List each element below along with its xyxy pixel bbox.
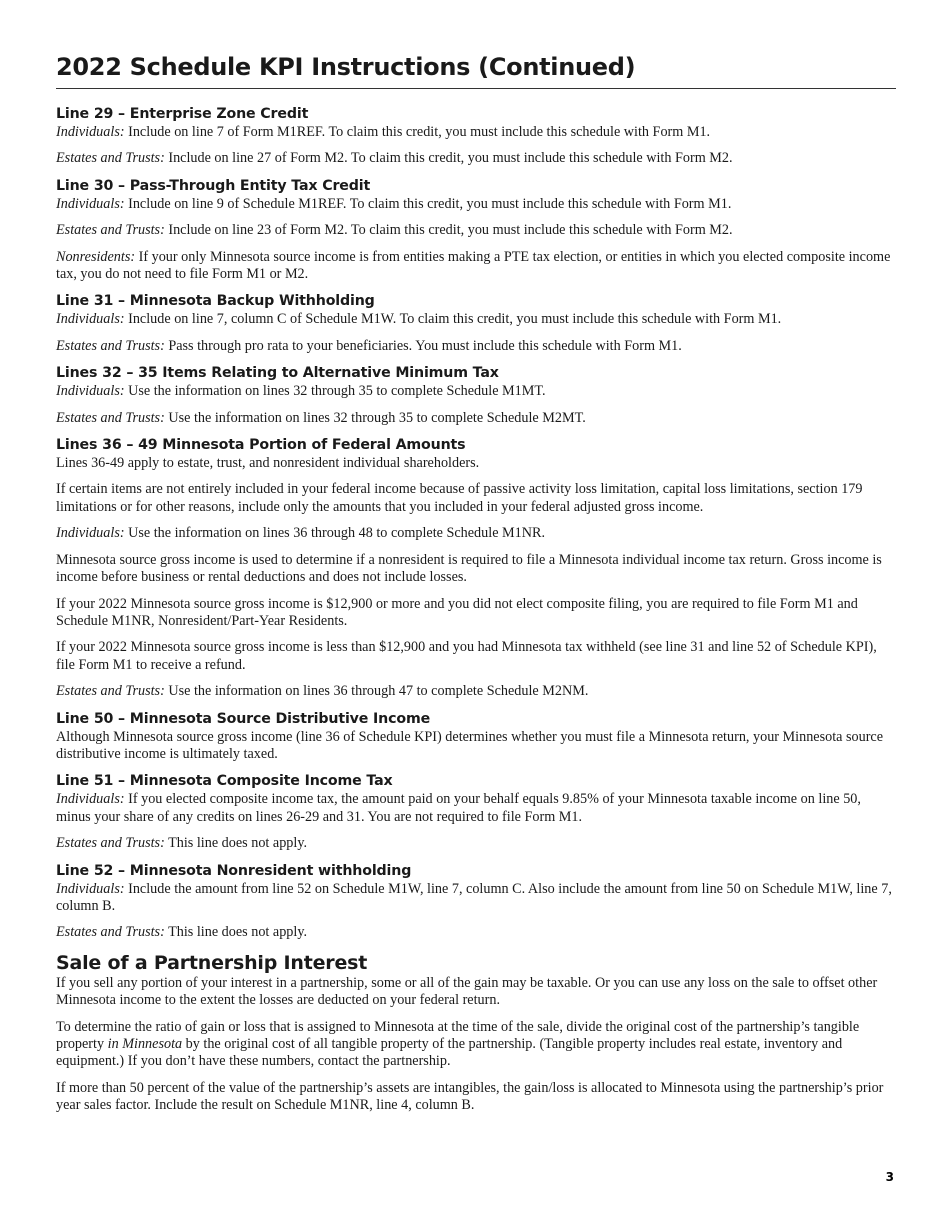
paragraph: Estates and Trusts: Use the information on lines 32 through 35 to complete Schedule M2MT. <box>56 409 586 426</box>
paragraph: Lines 36-49 apply to estate, trust, and nonresident individual shareholders. <box>56 455 480 472</box>
section-heading: Lines 32 – 35 Items Relating to Alternative Minimum Tax <box>56 365 499 382</box>
paragraph: Individuals: Include on line 7 of Form M1REF. To claim this credit, you must include this schedule with Form M1. <box>56 124 711 140</box>
section-sale-of-partnership-interest <box>56 951 896 1115</box>
section-heading: Line 31 – Minnesota Backup Withholding <box>56 293 375 310</box>
section-heading: Line 30 – Pass-Through Entity Tax Credit <box>56 177 371 194</box>
paragraph: If you sell any portion of your interest in a partnership, some or all of the gain may be taxable. Or you can use any loss on the sale to offset other Minnesota income to the extent the losses are deducted on your federal return. <box>56 974 878 1009</box>
section-heading: Line 29 – Enterprise Zone Credit <box>56 106 309 122</box>
paragraph: If more than 50 percent of the value of the partnership’s assets are intangibles, the gain/loss is allocated to Minnesota using the partnership’s prior year sales factor. Include the result on Schedule M1NR, line 4, column B. <box>56 1079 884 1114</box>
paragraph: Estates and Trusts: Include on line 23 of Form M2. To claim this credit, you must include this schedule with Form M2. <box>56 222 733 239</box>
paragraph: Individuals: Include on line 7, column C of Schedule M1W. To claim this credit, you must include this schedule with Form M1. <box>56 311 782 328</box>
section-heading: Sale of a Partnership Interest <box>56 951 368 974</box>
section-heading: Line 51 – Minnesota Composite Income Tax <box>56 773 393 790</box>
paragraph: Estates and Trusts: Pass through pro rata to your beneficiaries. You must include this schedule with Form M1. <box>56 337 682 354</box>
paragraph: Individuals: Include on line 9 of Schedule M1REF. To claim this credit, you must include this schedule with Form M1. <box>56 195 732 212</box>
paragraph: If certain items are not entirely included in your federal income because of passive activity loss limitation, capital loss limitations, section 179 limitations or for other reasons, include only the amounts that you included in your federal adjusted gross income. <box>56 481 863 515</box>
title-divider <box>56 88 896 89</box>
paragraph: Although Minnesota source gross income (line 36 of Schedule KPI) determines whether you must file a Minnesota return, your Minnesota source distributive income is ultimately taxed. <box>56 728 884 762</box>
paragraph: Minnesota source gross income is used to determine if a nonresident is required to file a Minnesota individual income tax return. Gross income is income before business or rental deductions and does not include losses. <box>56 551 882 586</box>
paragraph: Individuals: Use the information on lines 32 through 35 to complete Schedule M1MT. <box>56 383 546 400</box>
paragraph: Estates and Trusts: This line does not apply. <box>56 924 308 941</box>
section-line-30 <box>56 177 896 284</box>
section-line-29 <box>56 105 896 168</box>
section-heading: Lines 36 – 49 Minnesota Portion of Federal Amounts <box>56 437 466 454</box>
section-line-31 <box>56 292 896 355</box>
paragraph: Estates and Trusts: Use the information on lines 36 through 47 to complete Schedule M2NM. <box>56 683 589 700</box>
section-heading: Line 52 – Minnesota Nonresident withholding <box>56 862 412 879</box>
paragraph: Estates and Trusts: Include on line 27 of Form M2. To claim this credit, you must include this schedule with Form M2. <box>56 150 733 167</box>
paragraph: Individuals: Use the information on lines 36 through 48 to complete Schedule M1NR. <box>56 525 545 542</box>
page-number: 3 <box>885 1170 894 1184</box>
section-line-50 <box>56 710 896 764</box>
paragraph: To determine the ratio of gain or loss that is assigned to Minnesota at the time of the sale, divide the original cost of the partnership’s tangible property in Minnesota by the original cost of all tangible property of the partnership. (Tangible property includes real estate, inventory and equipment.) If you don’t have these numbers, contact the partnership. <box>56 1018 860 1070</box>
paragraph: Estates and Trusts: This line does not apply. <box>56 835 308 852</box>
section-line-52 <box>56 862 896 942</box>
paragraph: Individuals: Include the amount from line 52 on Schedule M1W, line 7, column C. Also include the amount from line 50 on Schedule M1W, line 7, column B. <box>56 880 892 914</box>
paragraph: Individuals: If you elected composite income tax, the amount paid on your behalf equals 9.85% of your Minnesota taxable income on line 50, minus your share of any credits on lines 26-29 and 31. You are not required to file Form M1. <box>56 791 861 825</box>
paragraph: If your 2022 Minnesota source gross income is $12,900 or more and you did not elect composite filing, you are required to file Form M1 and Schedule M1NR, Nonresident/Part-Year Residents. <box>56 595 858 629</box>
page-title: 2022 Schedule KPI Instructions (Continued) <box>56 53 636 81</box>
document-page <box>56 50 896 1124</box>
paragraph: If your 2022 Minnesota source gross income is less than $12,900 and you had Minnesota tax withheld (see line 31 and line 52 of Schedule KPI), file Form M1 to receive a refund. <box>56 639 877 673</box>
section-lines-32-35 <box>56 364 896 427</box>
paragraph: Nonresidents: If your only Minnesota source income is from entities making a PTE tax election, or entities in which you elected composite income tax, you do not need to file Form M1 or M2. <box>56 248 891 283</box>
section-line-51 <box>56 772 896 852</box>
section-lines-36-49 <box>56 436 896 700</box>
section-heading: Line 50 – Minnesota Source Distributive Income <box>56 710 431 727</box>
